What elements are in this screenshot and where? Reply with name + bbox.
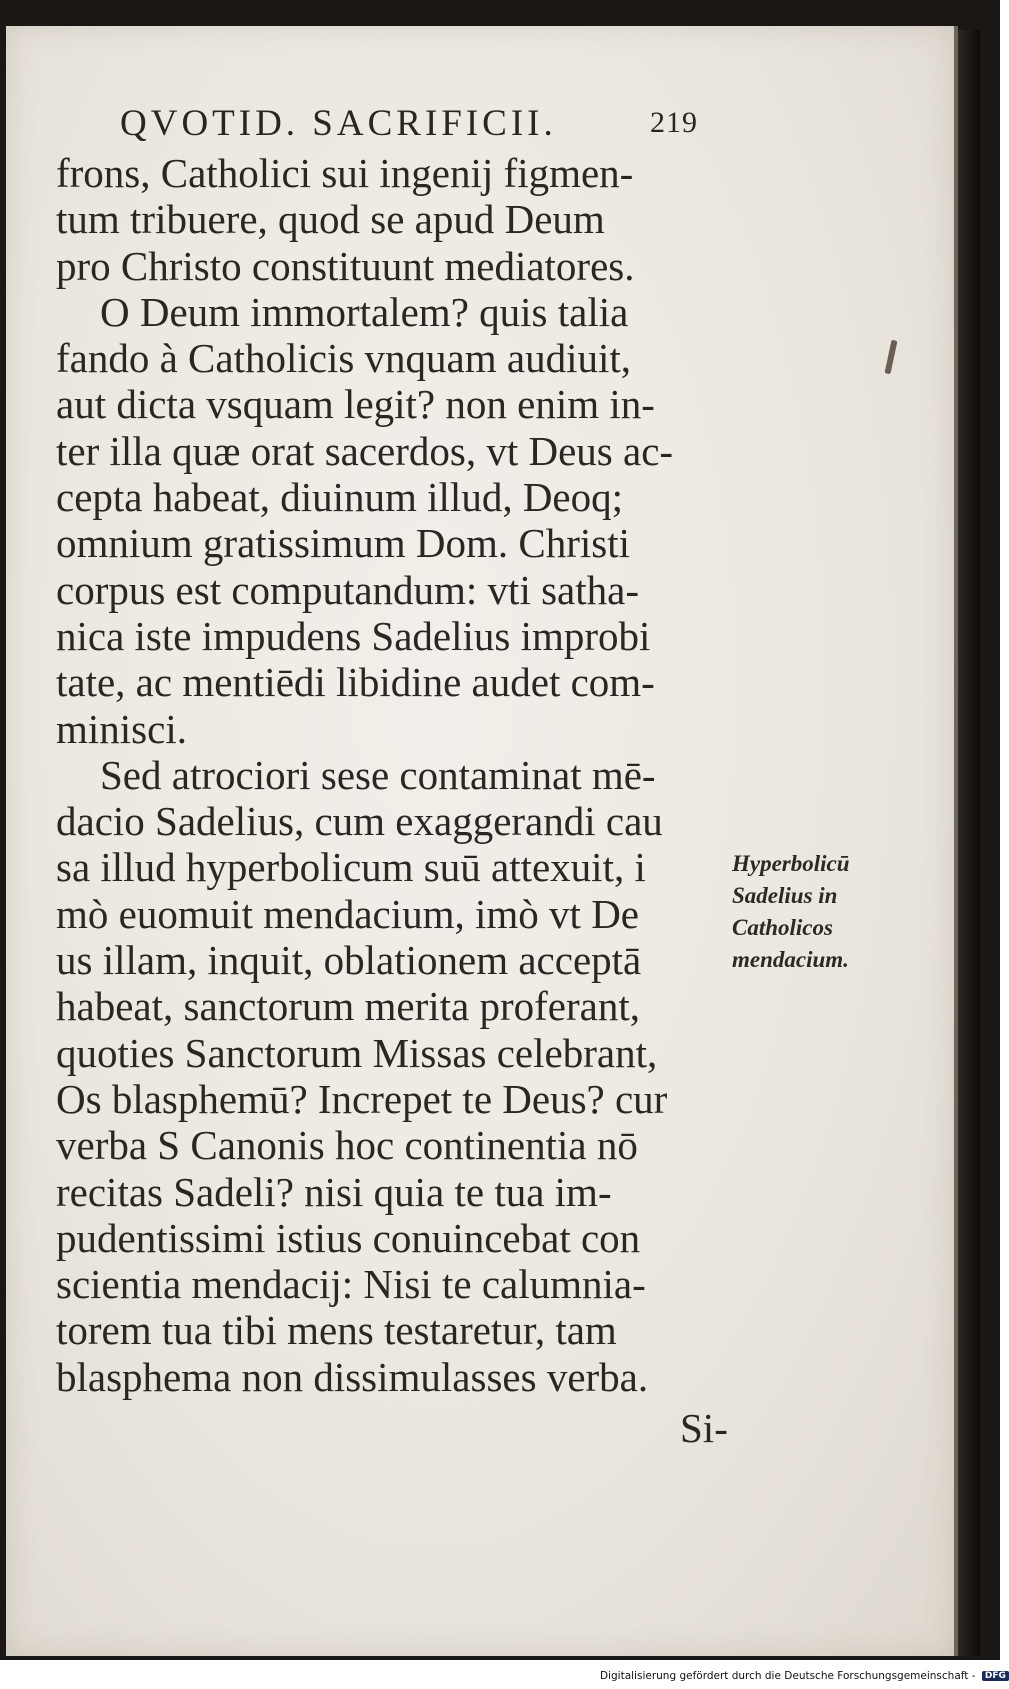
body-text bbox=[56, 150, 736, 1400]
marginal-note-line: Catholicos bbox=[732, 915, 833, 940]
text-line: Os blasphemū? Increpet te Deus? cur bbox=[56, 1075, 668, 1122]
running-header bbox=[120, 102, 720, 150]
text-line: torem tua tibi mens testaretur, tam bbox=[56, 1307, 617, 1354]
text-line: corpus est computandum: vti satha- bbox=[56, 566, 639, 613]
text-line: habeat, sanctorum merita proferant, bbox=[56, 983, 640, 1030]
text-line: blasphema non dissimulasses verba. bbox=[56, 1353, 649, 1400]
text-line: ter illa quæ orat sacerdos, vt Deus ac- bbox=[56, 427, 674, 474]
marginal-note bbox=[732, 848, 892, 976]
catchword: Si- bbox=[680, 1405, 728, 1451]
text-line: mò euomuit mendacium, imò vt De bbox=[56, 890, 640, 937]
text-line: cepta habeat, diuinum illud, Deoq; bbox=[56, 474, 624, 521]
text-line: frons, Catholici sui ingenij figmen- bbox=[56, 150, 634, 196]
text-line: Sed atrociori sese contaminat mē- bbox=[100, 751, 656, 798]
credit-text: Digitalisierung gefördert durch die Deutsche Forschungsgemeinschaft - bbox=[600, 1670, 976, 1682]
book-edge bbox=[958, 30, 980, 1656]
text-line: nica iste impudens Sadelius improbi bbox=[56, 612, 651, 659]
text-line: fando à Catholicis vnquam audiuit, bbox=[56, 335, 632, 382]
marginal-note-line: Sadelius in bbox=[732, 883, 838, 908]
text-line: tum tribuere, quod se apud Deum bbox=[56, 196, 605, 243]
digitization-credit bbox=[600, 1670, 1009, 1686]
text-line: pro Christo constituunt mediatores. bbox=[56, 242, 635, 289]
text-line: sa illud hyperbolicum suū attexuit, i bbox=[56, 844, 646, 891]
text-line: dacio Sadelius, cum exaggerandi cau bbox=[56, 798, 663, 845]
text-line: pudentissimi istius conuincebat con bbox=[56, 1214, 641, 1261]
text-line: us illam, inquit, oblationem acceptā bbox=[56, 937, 642, 984]
text-line: O Deum immortalem? quis talia bbox=[100, 288, 629, 335]
text-line: minisci. bbox=[56, 705, 187, 752]
text-line: verba S Canonis hoc continentia nō bbox=[56, 1122, 638, 1169]
page-number: 219 bbox=[650, 106, 698, 139]
marginal-note-line: mendacium. bbox=[732, 947, 849, 972]
text-line: tate, ac mentiēdi libidine audet com- bbox=[56, 659, 655, 706]
marginal-note-line: Hyperbolicū bbox=[732, 851, 850, 876]
text-line: omnium gratissimum Dom. Christi bbox=[56, 520, 631, 567]
text-line: scientia mendacij: Nisi te calumnia- bbox=[56, 1261, 646, 1308]
text-line: quoties Sanctorum Missas celebrant, bbox=[56, 1029, 658, 1076]
running-title: QVOTID. SACRIFICII. bbox=[120, 103, 557, 144]
dfg-logo: DFG bbox=[982, 1671, 1009, 1681]
text-line: recitas Sadeli? nisi quia te tua im- bbox=[56, 1168, 612, 1215]
text-line: aut dicta vsquam legit? non enim in- bbox=[56, 381, 655, 428]
